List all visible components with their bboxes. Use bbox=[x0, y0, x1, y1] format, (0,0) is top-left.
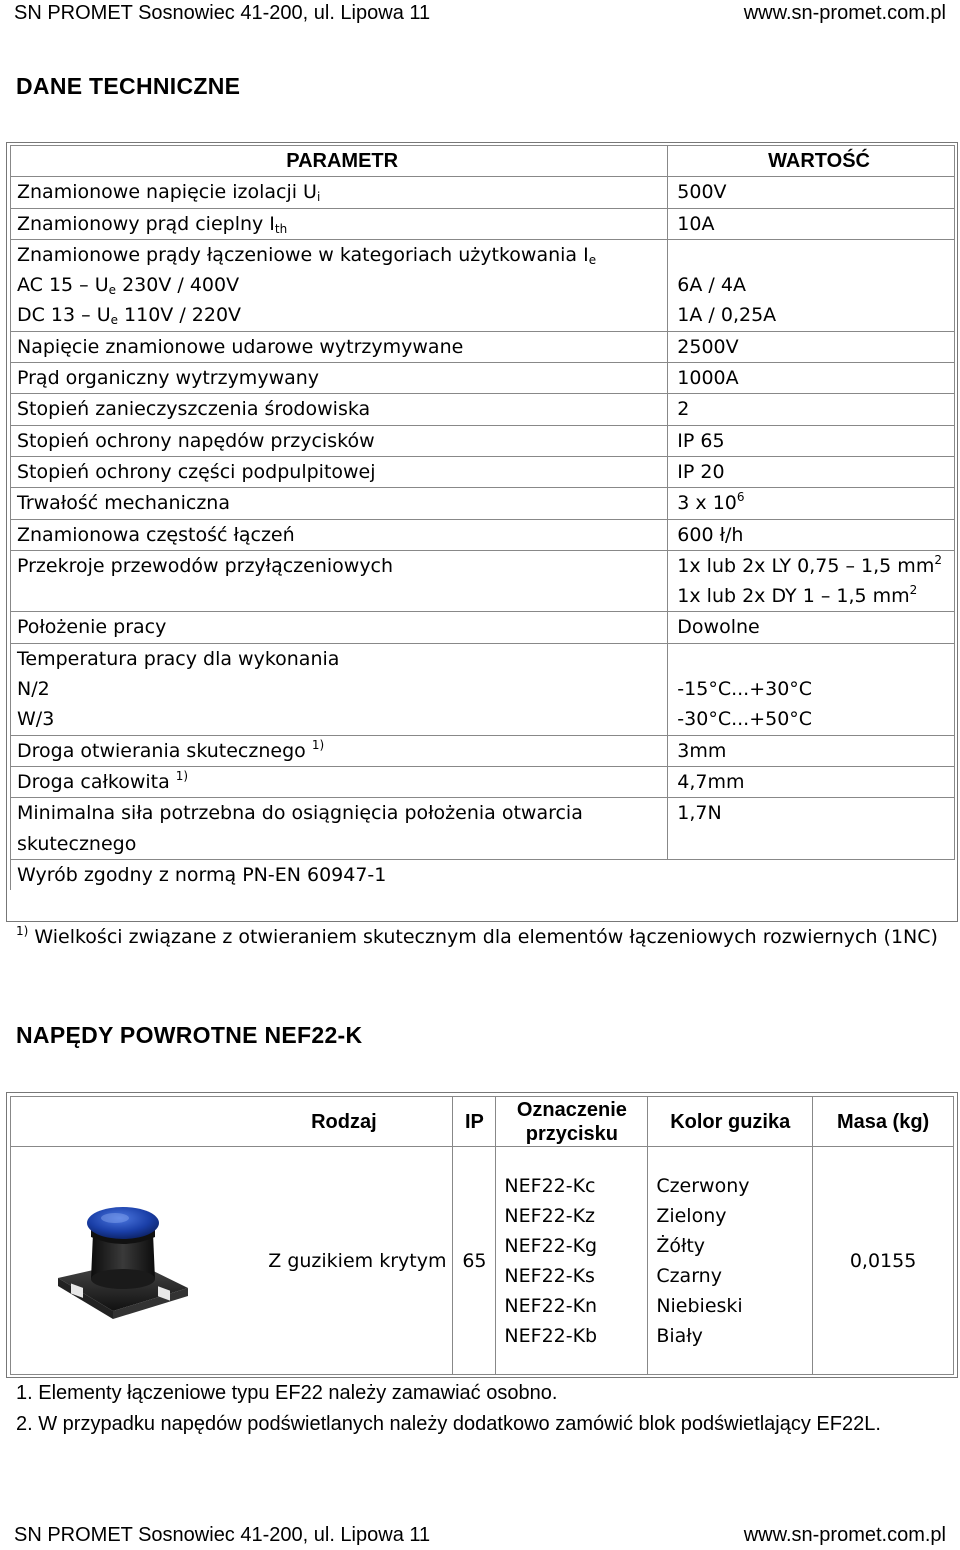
header-wartosc: WARTOŚĆ bbox=[668, 146, 955, 177]
param-value: 3mm bbox=[668, 735, 955, 766]
param-value: 2 bbox=[668, 394, 955, 425]
param-value: 600 ł/h bbox=[668, 519, 955, 550]
footnote-text: Wielkości związane z otwieraniem skutecznym dla elementów łączeniowych rozwiernych (1NC) bbox=[28, 926, 938, 948]
param-superscript: 6 bbox=[736, 490, 745, 505]
table-row bbox=[11, 859, 955, 890]
param-value: 2500V bbox=[668, 331, 955, 362]
param-value: IP 65 bbox=[668, 425, 955, 456]
table-row bbox=[11, 643, 955, 735]
table-row bbox=[11, 208, 955, 239]
param-superscript: 2 bbox=[934, 552, 942, 567]
param-label: Prąd organiczny wytrzymywany bbox=[11, 363, 668, 394]
product-color: Czarny bbox=[656, 1264, 722, 1287]
order-notes bbox=[16, 1378, 946, 1440]
param-value: -30°C...+50°C bbox=[677, 708, 813, 731]
product-color: Niebieski bbox=[656, 1294, 743, 1317]
header-code: Oznaczenie przycisku bbox=[496, 1097, 648, 1147]
table-row bbox=[11, 177, 955, 208]
product-color: Biały bbox=[656, 1324, 703, 1347]
table-row bbox=[11, 1147, 954, 1375]
technical-data-table bbox=[10, 145, 955, 890]
param-value: 1000A bbox=[668, 363, 955, 394]
product-table bbox=[10, 1096, 954, 1375]
footer-website[interactable]: www.sn-promet.com.pl bbox=[743, 1524, 946, 1546]
param-value: 1x lub 2x DY 1 – 1,5 mm bbox=[677, 585, 910, 608]
param-subscript: i bbox=[316, 190, 321, 205]
table-row bbox=[11, 612, 955, 643]
param-label: W/3 bbox=[17, 708, 55, 731]
product-code: NEF22-Kg bbox=[504, 1234, 598, 1257]
param-label: Znamionowe prądy łączeniowe w kategoriach użytkowania I bbox=[17, 243, 589, 266]
param-label: Trwałość mechaniczna bbox=[11, 488, 668, 519]
param-label: Wyrób zgodny z normą PN-EN 60947-1 bbox=[11, 859, 668, 890]
table-row bbox=[11, 798, 955, 860]
section-title-technical: DANE TECHNICZNE bbox=[16, 73, 241, 99]
product-code: NEF22-Kn bbox=[504, 1294, 598, 1317]
param-label: Położenie pracy bbox=[11, 612, 668, 643]
param-label: Droga całkowita bbox=[17, 770, 176, 793]
param-subscript: th bbox=[274, 221, 288, 236]
param-label: Stopień zanieczyszczenia środowiska bbox=[11, 394, 668, 425]
param-subscript: e bbox=[588, 252, 597, 267]
product-color: Zielony bbox=[656, 1204, 727, 1227]
table-row bbox=[11, 735, 955, 766]
param-value: 4,7mm bbox=[668, 766, 955, 797]
param-label: DC 13 – U bbox=[17, 304, 111, 327]
param-value: 10A bbox=[668, 208, 955, 239]
order-note: 1. Elementy łączeniowe typu EF22 należy zamawiać osobno. bbox=[16, 1382, 558, 1404]
param-value: -15°C...+30°C bbox=[677, 678, 813, 701]
param-value: 1x lub 2x LY 0,75 – 1,5 mm bbox=[677, 554, 935, 577]
param-value: Dowolne bbox=[668, 612, 955, 643]
param-superscript: 2 bbox=[909, 583, 918, 598]
header-color: Kolor guzika bbox=[648, 1097, 813, 1147]
param-value: 3 x 10 bbox=[677, 492, 737, 515]
footnote-ref: 1) bbox=[175, 768, 189, 783]
param-value: 6A / 4A bbox=[677, 274, 746, 297]
product-code: NEF22-Kz bbox=[504, 1204, 596, 1227]
product-code: NEF22-Kb bbox=[504, 1324, 598, 1347]
footnote-marker: 1) bbox=[16, 924, 29, 938]
table-row bbox=[11, 239, 955, 331]
param-label: Stopień ochrony części podpulpitowej bbox=[11, 456, 668, 487]
product-mass: 0,0155 bbox=[813, 1147, 954, 1375]
param-label: Znamionowa częstość łączeń bbox=[11, 519, 668, 550]
table-row bbox=[11, 550, 955, 612]
table-row bbox=[11, 488, 955, 519]
table-row bbox=[11, 331, 955, 362]
product-color: Czerwony bbox=[656, 1174, 750, 1197]
section-title-drives: NAPĘDY POWROTNE NEF22-K bbox=[16, 1022, 363, 1048]
header-type: Rodzaj bbox=[235, 1097, 453, 1147]
header-mass: Masa (kg) bbox=[813, 1097, 954, 1147]
table-row bbox=[11, 519, 955, 550]
table-header-row bbox=[11, 146, 955, 177]
param-label: Droga otwierania skutecznego bbox=[17, 739, 312, 762]
param-label: Przekroje przewodów przyłączeniowych bbox=[11, 550, 668, 612]
param-subscript: e bbox=[108, 283, 117, 298]
order-note: 2. W przypadku napędów podświetlanych należy dodatkowo zamówić blok podświetlający EF22L. bbox=[16, 1413, 881, 1435]
param-label: N/2 bbox=[17, 678, 50, 701]
header-ip: IP bbox=[453, 1097, 496, 1147]
footnote bbox=[16, 922, 944, 952]
pushbutton-image bbox=[53, 1193, 193, 1323]
product-code: NEF22-Kc bbox=[504, 1174, 596, 1197]
param-value: 500V bbox=[668, 177, 955, 208]
param-label: AC 15 – U bbox=[17, 274, 109, 297]
param-label: Napięcie znamionowe udarowe wytrzymywane bbox=[11, 331, 668, 362]
param-label: 110V / 220V bbox=[118, 304, 242, 327]
table-row bbox=[11, 394, 955, 425]
param-label: 230V / 400V bbox=[116, 274, 240, 297]
table-row bbox=[11, 363, 955, 394]
product-ip: 65 bbox=[453, 1147, 496, 1375]
table-row bbox=[11, 425, 955, 456]
param-label: Znamionowy prąd cieplny I bbox=[17, 212, 275, 235]
header-website[interactable]: www.sn-promet.com.pl bbox=[743, 2, 946, 24]
param-label: Temperatura pracy dla wykonania bbox=[17, 647, 340, 670]
header-address: SN PROMET Sosnowiec 41-200, ul. Lipowa 11 bbox=[14, 2, 431, 24]
footnote-ref: 1) bbox=[311, 737, 325, 752]
product-type: Z guzikiem krytym bbox=[235, 1147, 453, 1375]
page-footer bbox=[14, 1524, 946, 1547]
table-row bbox=[11, 766, 955, 797]
param-label: Stopień ochrony napędów przycisków bbox=[11, 425, 668, 456]
param-label: Znamionowe napięcie izolacji U bbox=[17, 181, 317, 204]
header-parametr: PARAMETR bbox=[11, 146, 668, 177]
footer-address: SN PROMET Sosnowiec 41-200, ul. Lipowa 11 bbox=[14, 1524, 431, 1546]
table-header-row bbox=[11, 1097, 954, 1147]
product-code: NEF22-Ks bbox=[504, 1264, 595, 1287]
param-value: 1,7N bbox=[668, 798, 955, 860]
table-row bbox=[11, 456, 955, 487]
param-value: 1A / 0,25A bbox=[677, 304, 777, 327]
product-color: Żółty bbox=[656, 1234, 706, 1257]
param-label: Minimalna siła potrzebna do osiągnięcia położenia otwarcia skutecznego bbox=[11, 798, 668, 860]
param-value: IP 20 bbox=[668, 456, 955, 487]
page-header bbox=[14, 2, 946, 25]
param-subscript: e bbox=[110, 313, 118, 328]
